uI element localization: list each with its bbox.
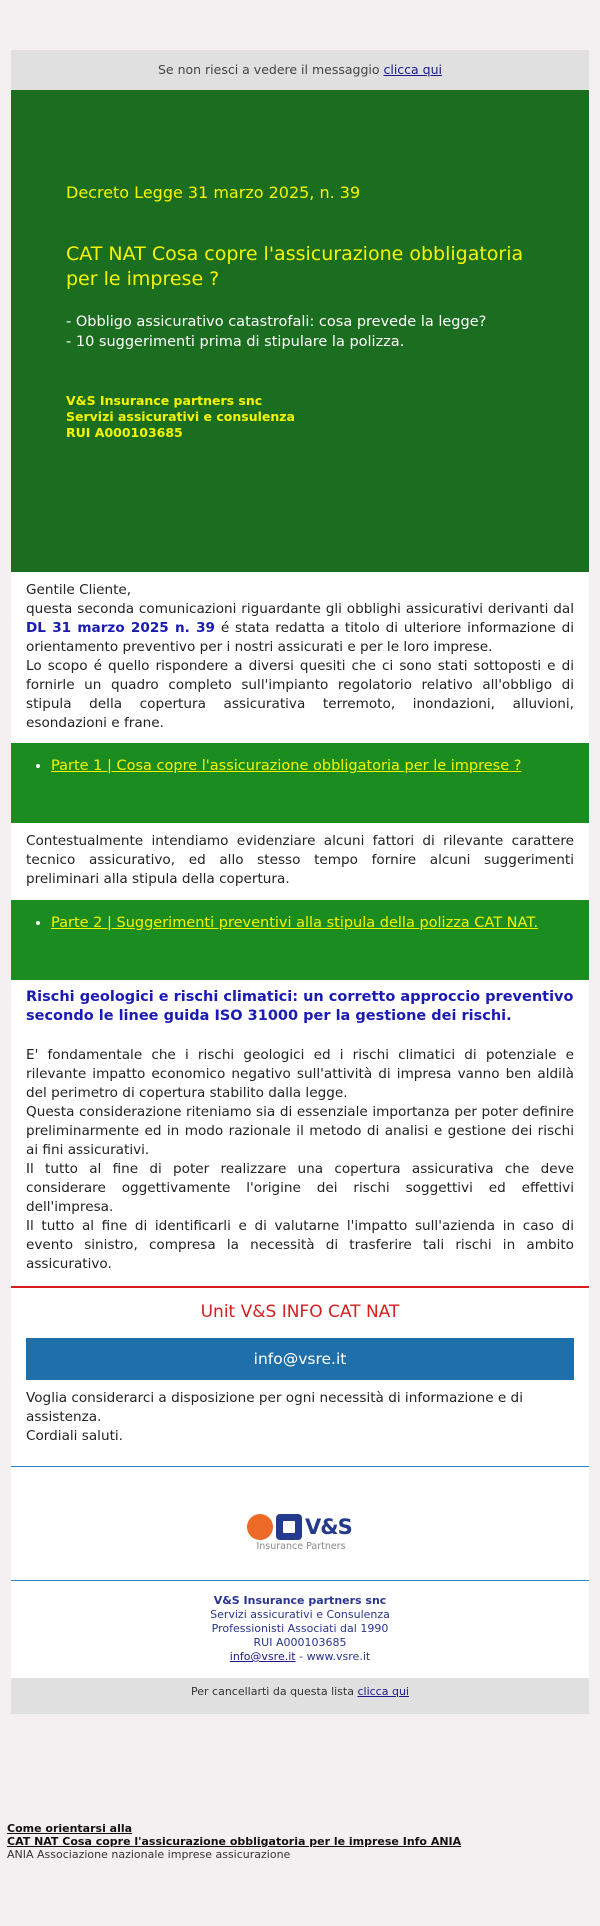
logo-navy-square-icon: [276, 1514, 302, 1540]
greeting: Gentile Cliente,: [26, 582, 132, 598]
bottom-source: ANIA Associazione nazionale imprese assicurazione: [7, 1848, 291, 1861]
email-button[interactable]: info@vsre.it: [26, 1338, 574, 1380]
view-online-bar: [11, 50, 589, 90]
risks-paragraph-3: Il tutto al fine di poter realizzare una copertura assicurativa che deve considerare oggettivamente l'origine dei rischi soggettivi ed effettivi dell'impresa.: [26, 1161, 574, 1215]
unsubscribe-link[interactable]: clicca qui: [357, 1685, 409, 1698]
footer-website[interactable]: www.vsre.it: [306, 1650, 371, 1663]
hero-subtitle-1: - Obbligo assicurativo catastrofali: cosa prevede la legge?: [66, 314, 487, 330]
intro-section: [11, 572, 589, 743]
email-container: [11, 50, 589, 1714]
unit-title: Unit V&S INFO CAT NAT: [200, 1302, 400, 1322]
risks-heading: Rischi geologici e rischi climatici: un corretto approccio preventivo secondo le linee guida ISO 31000 per la gestione dei rischi.: [26, 989, 574, 1024]
view-online-link[interactable]: clicca qui: [383, 62, 443, 77]
part1-link[interactable]: Parte 1 | Cosa copre l'assicurazione obbligatoria per le imprese ?: [51, 758, 522, 774]
hero-company-rui: RUI A000103685: [66, 425, 183, 440]
vs-logo: [247, 1511, 357, 1551]
logo-orange-circle-icon: [247, 1514, 273, 1540]
hero-subtitles: [66, 312, 486, 352]
logo-brand: V&S: [305, 1515, 352, 1539]
hero-subtitle-2: - 10 suggerimenti prima di stipulare la polizza.: [66, 334, 405, 350]
bottom-link-2[interactable]: CAT NAT Cosa copre l'assicurazione obbligatoria per le imprese Info ANIA: [7, 1835, 462, 1848]
part2-box: [11, 900, 589, 980]
bottom-links: [7, 1822, 461, 1861]
risks-paragraph-1: E' fondamentale che i rischi geologici ed i rischi climatici di potenziale e rilevante impatto economico negativo sull'attività di impresa vanno ben aldilà del perimetro di copertura stabilito dalla legge.: [26, 1047, 574, 1101]
middle-paragraph: Contestualmente intendiamo evidenziare alcuni fattori di rilevante carattere tecnico assicurativo, ed allo stesso tempo fornire alcuni suggerimenti preliminari alla stipula della copertura.: [26, 833, 574, 887]
footer-line-1: Servizi assicurativi e Consulenza: [210, 1608, 390, 1621]
hero-company-name: V&S Insurance partners snc: [66, 393, 263, 408]
footer-contacts: info@vsre.it - www.vsre.it: [229, 1650, 371, 1663]
footer-line-2: Professionisti Associati dal 1990: [211, 1622, 389, 1635]
hero-company: [66, 393, 295, 441]
logo-tagline: Insurance Partners: [256, 1541, 346, 1552]
footer-company-name: V&S Insurance partners snc: [213, 1594, 387, 1607]
hero-banner: [11, 90, 589, 572]
hero-title: CAT NAT Cosa copre l'assicurazione obbligatoria per le imprese ?: [66, 243, 524, 290]
middle-section: [11, 823, 589, 900]
unsubscribe-text: Per cancellarti da questa lista: [191, 1685, 358, 1698]
risks-paragraph-4: Il tutto al fine di identificarli e di valutarne l'impatto sull'azienda in caso di evento sinistro, compresa la necessità di trasferire tali rischi in ambito assicurativo.: [26, 1218, 574, 1272]
bottom-link-1[interactable]: Come orientarsi alla: [7, 1822, 133, 1835]
part1-box: [11, 743, 589, 823]
closing-text: [11, 1380, 589, 1446]
footer-line-3: RUI A000103685: [253, 1636, 347, 1649]
view-online-text: Se non riesci a vedere il messaggio: [157, 62, 384, 77]
decree-link[interactable]: DL 31 marzo 2025 n. 39: [26, 620, 216, 636]
intro-paragraph-2: Lo scopo é quello rispondere a diversi quesiti che ci sono stati sottoposti e di fornirle un quadro completo sull'impianto regolatorio relativo all'obbligo di stipula della copertura assicurativa terremoto, inondazioni, alluvioni, esondazioni e frane.: [26, 658, 574, 731]
risks-section: [11, 980, 589, 1286]
footer-info: [11, 1581, 589, 1678]
unit-section: [11, 1288, 589, 1466]
part2-list-item: [51, 914, 574, 933]
unsubscribe-bar: [11, 1678, 589, 1714]
logo-area: [11, 1467, 589, 1580]
hero-company-services: Servizi assicurativi e consulenza: [66, 409, 295, 424]
closing-paragraph: Voglia considerarci a disposizione per ogni necessità di informazione e di assistenza.: [26, 1390, 523, 1425]
part1-list-item: [51, 757, 574, 776]
part2-link[interactable]: Parte 2 | Suggerimenti preventivi alla stipula della polizza CAT NAT.: [51, 915, 539, 931]
intro-paragraph-1: questa seconda comunicazioni riguardante gli obblighi assicurativi derivanti dal DL 31 marzo 2025 n. 39 é stata redatta a titolo di ulteriore informazione di orientamento preventivo per i nostri assicurati e per le loro imprese.: [26, 601, 574, 655]
footer-email-link[interactable]: info@vsre.it: [229, 1650, 296, 1663]
risks-paragraph-2: Questa considerazione riteniamo sia di essenziale importanza per poter definire preliminarmente ed in modo razionale il metodo di analisi e gestione dei rischi ai fini assicurativi.: [26, 1104, 574, 1158]
closing-salutation: Cordiali saluti.: [26, 1428, 124, 1444]
decree-title: Decreto Legge 31 marzo 2025, n. 39: [66, 183, 361, 202]
